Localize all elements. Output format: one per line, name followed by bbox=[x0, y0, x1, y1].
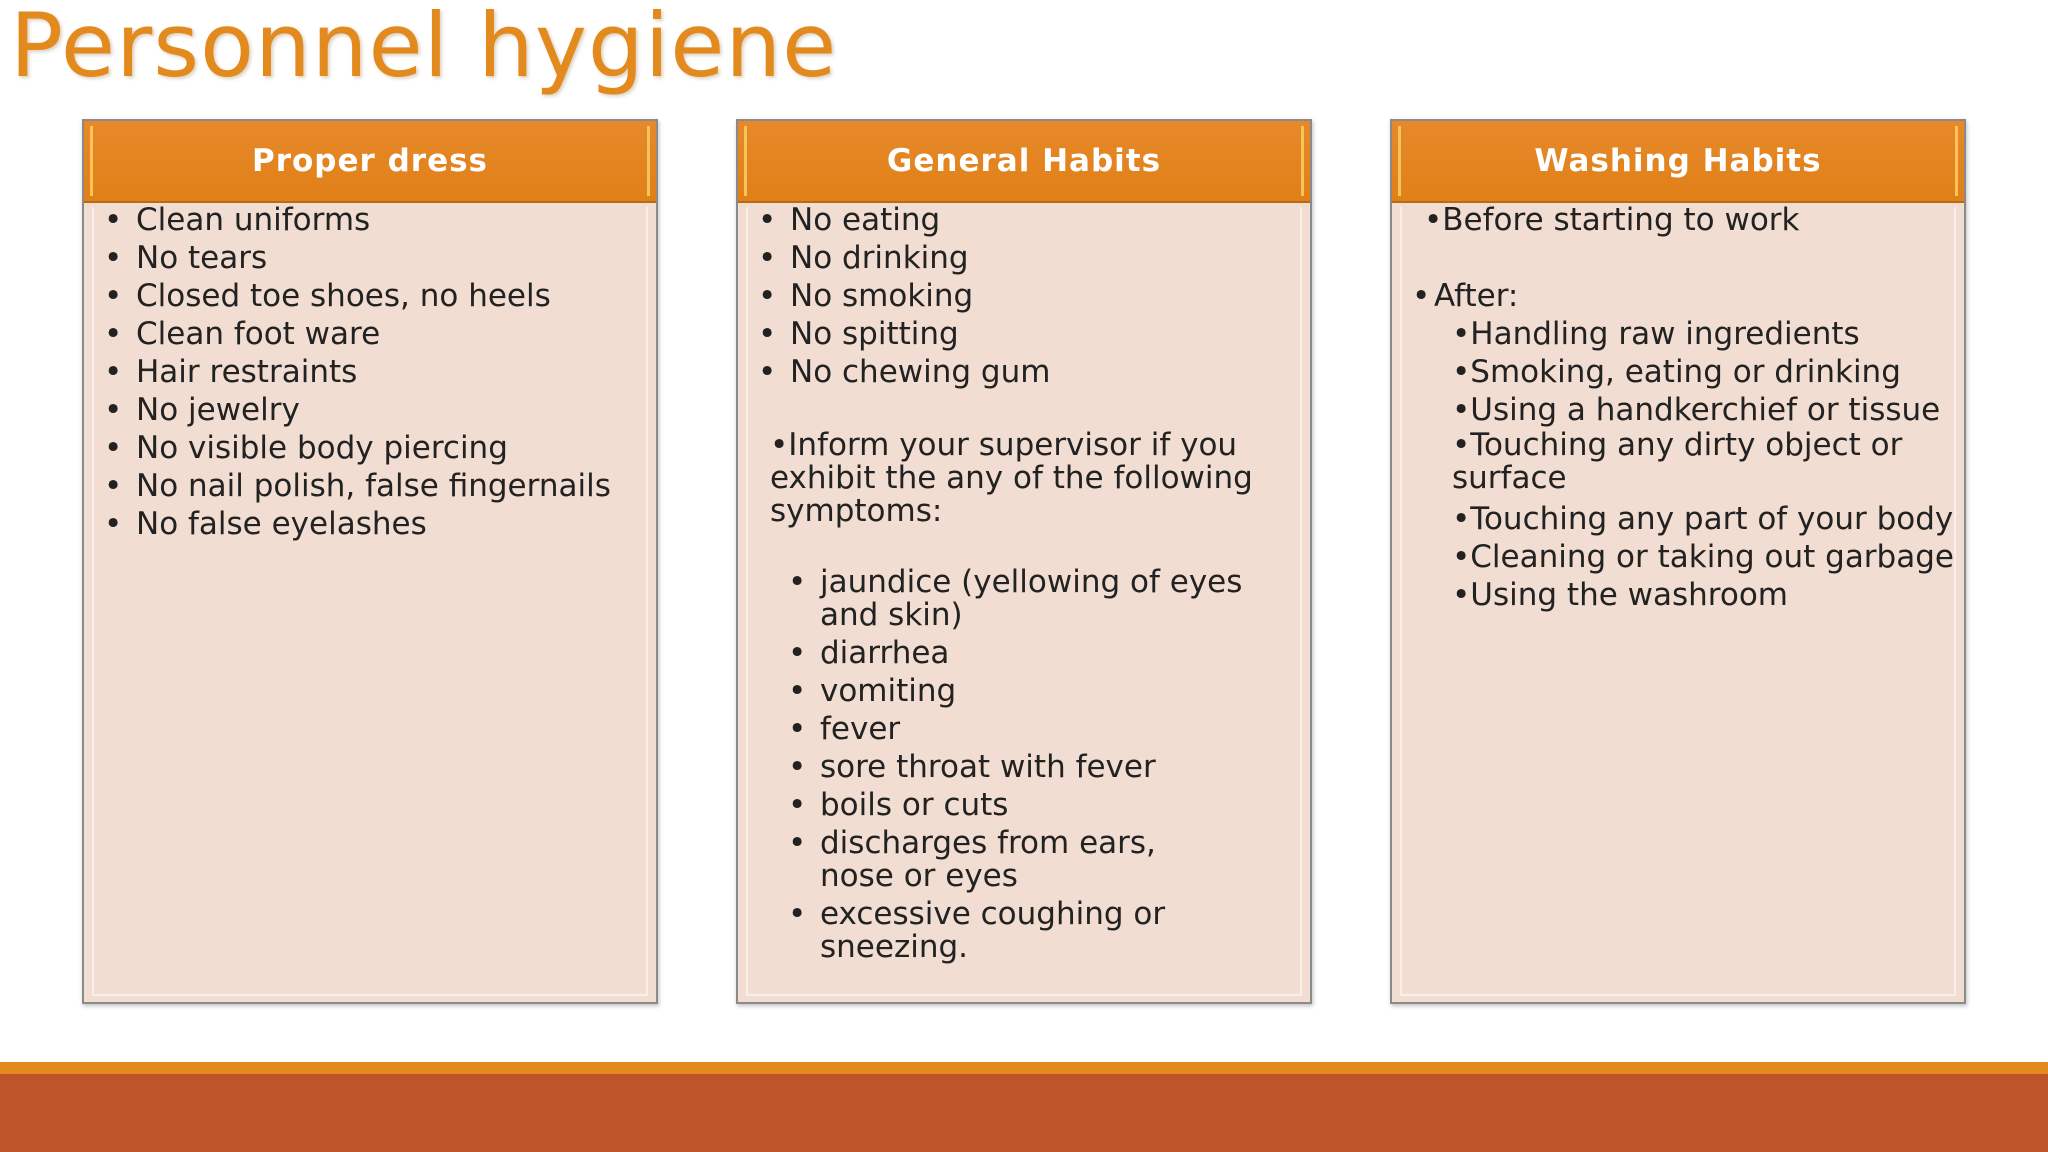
list-item: • No spitting bbox=[738, 315, 1298, 353]
list-item: • No false eyelashes bbox=[84, 505, 656, 543]
list-item: • diarrhea bbox=[738, 637, 1298, 670]
list-item: • fever bbox=[738, 713, 1298, 746]
list-item: •Using a handkerchief or tissue bbox=[1452, 392, 1941, 428]
washing-items bbox=[1392, 201, 1964, 614]
list-item: • No nail polish, false fingernails bbox=[84, 467, 656, 505]
list-item: • Clean foot ware bbox=[84, 315, 656, 353]
list-item: • vomiting bbox=[738, 675, 1298, 708]
list-item: • No smoking bbox=[738, 277, 1298, 315]
footer-band bbox=[0, 1074, 2048, 1152]
list-item: • discharges from ears, nose or eyes bbox=[738, 827, 1230, 893]
list-item: •Smoking, eating or drinking bbox=[1452, 354, 1901, 390]
footer-accent-line bbox=[0, 1062, 2048, 1074]
panel-header-label: General Habits bbox=[886, 143, 1162, 179]
after-list bbox=[1392, 277, 1964, 315]
general-list bbox=[738, 201, 1298, 391]
list-item: • No drinking bbox=[738, 239, 1298, 277]
list-item: • Closed toe shoes, no heels bbox=[84, 277, 656, 315]
dress-items bbox=[84, 201, 656, 543]
list-item: •Cleaning or taking out garbage bbox=[1452, 539, 1954, 575]
slide-title: Personnel hygiene bbox=[10, 0, 838, 97]
list-item: • jaundice (yellowing of eyes and skin) bbox=[738, 566, 1298, 632]
list-item: • No eating bbox=[738, 201, 1298, 239]
list-item: • No tears bbox=[84, 239, 656, 277]
panel-header-label: Washing Habits bbox=[1534, 143, 1822, 179]
list-item: • Clean uniforms bbox=[84, 201, 656, 239]
after-items bbox=[1392, 315, 1964, 614]
panel-header-proper-dress bbox=[84, 121, 656, 203]
panel-header-general-habits bbox=[738, 121, 1310, 203]
inform-text: •Inform your supervisor if you exhibit the any of the following symptoms: bbox=[770, 427, 1253, 529]
panel-header-label: Proper dress bbox=[251, 143, 488, 179]
list-item: • sore throat with fever bbox=[738, 751, 1298, 784]
list-item: •Using the washroom bbox=[1452, 577, 1788, 613]
list-item: •Handling raw ingredients bbox=[1452, 316, 1860, 352]
list-item: •Touching any dirty object or surface bbox=[1452, 427, 1903, 496]
dress-list-visible bbox=[84, 201, 656, 543]
panel-header-washing-habits bbox=[1392, 121, 1964, 203]
general-items bbox=[738, 201, 1298, 969]
list-item: • No chewing gum bbox=[738, 353, 1298, 391]
list-item: •Touching any part of your body bbox=[1452, 501, 1954, 537]
list-item: • No visible body piercing bbox=[84, 429, 656, 467]
list-item: • Hair restraints bbox=[84, 353, 656, 391]
list-item: • excessive coughing or sneezing. bbox=[738, 898, 1230, 964]
list-item: • No jewelry bbox=[84, 391, 656, 429]
list-item: • boils or cuts bbox=[738, 789, 1298, 822]
symptoms-list bbox=[738, 566, 1298, 964]
before-text: •Before starting to work bbox=[1424, 202, 1800, 238]
after-label: • After: bbox=[1392, 277, 1964, 315]
